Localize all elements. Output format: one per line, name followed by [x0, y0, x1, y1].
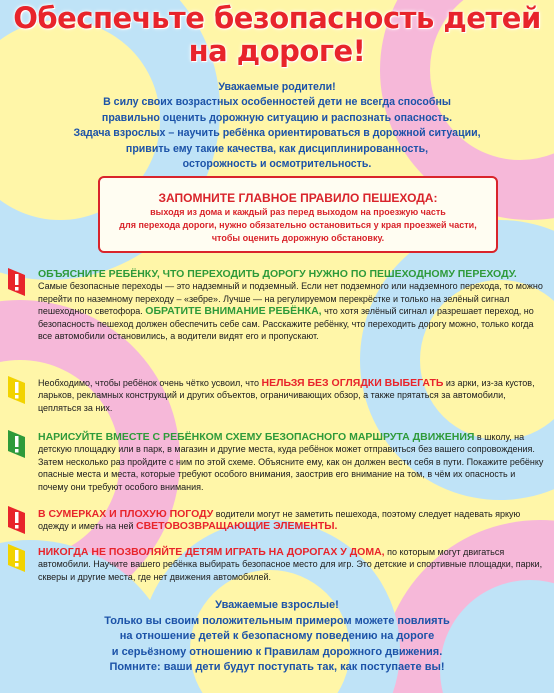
section-text: из арки, из-за кустов, ларьков, рекламных конструкций и других объектов, ограничивающих обзор, а также прятаться за автомобили, цепляться за них. [38, 378, 535, 413]
footer-line: Помните: ваши дети будут поступать так, как поступаете вы! [109, 661, 445, 673]
intro-line: Задача взрослых – научить ребёнка ориентироваться в дорожной ситуации, [73, 127, 481, 140]
section-text: в школу, на детскую площадку или в парк, в магазин и другие места, куда ребёнок может отправиться без вашего сопровождения. Затем несколько раз пройдите с ним по этой схеме. Объясните ему, как он должен вести себя в пути. Покажите ребёнку опасные места и места, которые требуют особого внимания, заострив его внимание на том, в чём их опасность и почему они требуют особого внимания. [38, 432, 544, 492]
footer-text [20, 598, 534, 676]
rule-line: чтобы оценить дорожную обстановку. [211, 233, 385, 243]
section-heading: НИКОГДА НЕ ПОЗВОЛЯЙТЕ ДЕТЯМ ИГРАТЬ НА ДОРОГАХ У ДОМА, [38, 546, 385, 558]
section-no-running [38, 377, 544, 414]
section-text: водители могут не заметить пешехода, поэтому следует надевать яркую одежду и иметь на ней [38, 509, 521, 532]
rule-line: выходя из дома и каждый раз перед выходом на проезжую часть [150, 207, 446, 217]
intro-line: Уважаемые родители! [218, 81, 336, 93]
section-twilight [38, 508, 544, 533]
warning-badge-red-icon [8, 506, 25, 534]
section-text: Самые безопасные переходы — это надземный и подземный. Если нет подземного или надземного перехода, то можно перейти по наземному переходу – «зебре». Лучше — на регулируемом перекрёстке и только на зелёный сигнал пешеходного светофора. [38, 281, 543, 317]
warning-badge-yellow-icon [8, 376, 25, 404]
page-title [0, 2, 554, 68]
section-crossing [38, 268, 544, 342]
rule-heading: ЗАПОМНИТЕ ГЛАВНОЕ ПРАВИЛО ПЕШЕХОДА: [158, 191, 438, 205]
footer-line: и серьёзному отношению к Правилам дорожного движения. [111, 645, 443, 658]
intro-text [24, 80, 530, 172]
intro-line: правильно оценить дорожную ситуацию и распознать опасность. [101, 111, 453, 124]
title-line-2: на дороге! [188, 34, 366, 68]
section-text: Необходимо, чтобы ребёнок очень чётко усвоил, что [38, 378, 262, 388]
section-heading: В СУМЕРКАХ И ПЛОХУЮ ПОГОДУ [38, 508, 214, 520]
section-no-playing [38, 546, 544, 583]
title-line-1: Обеспечьте безопасность детей [13, 1, 541, 35]
section-text: по которым могут двигаться автомобили. Научите вашего ребёнка выбирать безопасное место для игр. Это детские и спортивные площадки, парки, скверы и другие места, где нет движения автомобилей. [38, 547, 543, 582]
warning-badge-red-icon [8, 268, 25, 296]
section-heading: НАРИСУЙТЕ ВМЕСТЕ С РЕБЁНКОМ СХЕМУ БЕЗОПАСНОГО МАРШРУТА ДВИЖЕНИЯ [38, 431, 475, 443]
section-route-scheme [38, 431, 544, 493]
intro-line: осторожность и осмотрительность. [182, 158, 372, 171]
footer-line: Только вы своим положительным примером можете повлиять [104, 614, 450, 627]
intro-line: привить ему такие качества, как дисциплинированность, [125, 142, 429, 155]
section-text: что хотя зелёный сигнал и разрешает переход, но безопасность пешеход должен обеспечить себе сам. Расскажите ребёнку, что переходить дорогу можно, только когда все автомобили остановились, а водители видят его и пропускают. [38, 306, 534, 342]
section-heading: ОБЪЯСНИТЕ РЕБЁНКУ, ЧТО ПЕРЕХОДИТЬ ДОРОГУ НУЖНО ПО ПЕШЕХОДНОМУ ПЕРЕХОДУ. [38, 268, 517, 280]
intro-line: В силу своих возрастных особенностей дети не всегда способны [103, 96, 451, 109]
section-heading: НЕЛЬЗЯ БЕЗ ОГЛЯДКИ ВЫБЕГАТЬ [261, 377, 444, 389]
rule-line: для перехода дороги, нужно обязательно остановиться у края проезжей части, [119, 220, 477, 230]
footer-line: Уважаемые взрослые! [215, 599, 339, 611]
main-rule-box [98, 176, 498, 253]
section-heading: СВЕТОВОЗВРАЩАЮЩИЕ ЭЛЕМЕНТЫ. [135, 520, 338, 533]
footer-line: на отношение детей к безопасному поведению на дороге [119, 630, 435, 642]
warning-badge-yellow-icon [8, 544, 25, 572]
section-heading: ОБРАТИТЕ ВНИМАНИЕ РЕБЁНКА, [145, 305, 322, 318]
warning-badge-green-icon [8, 430, 25, 458]
